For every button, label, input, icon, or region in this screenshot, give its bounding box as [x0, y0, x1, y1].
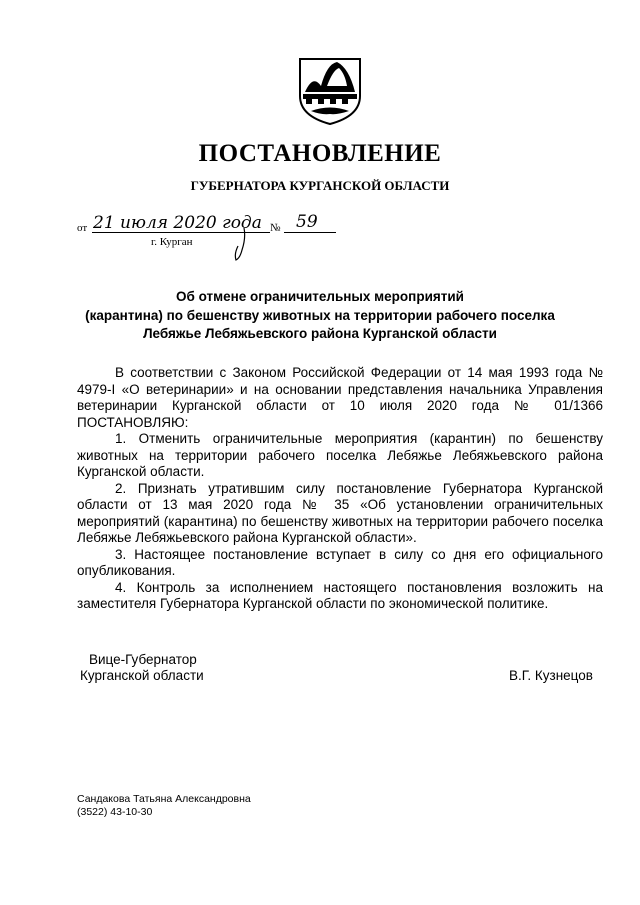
number-sign: № [270, 222, 281, 234]
document-subtitle: ГУБЕРНАТОРА КУРГАНСКОЙ ОБЛАСТИ [190, 178, 450, 193]
signature-name: В.Г. Кузнецов [509, 668, 593, 683]
paragraph-preamble: В соответствии с Законом Российской Федерации от 14 мая 1993 года № 4979-I «О ветеринарии» и на основании представления начальника Управления ветеринарии Курганской области от 10 июля 2020 года № 01/1366 ПОСТАНОВЛЯЮ: [77, 365, 603, 430]
document-heading [0, 288, 640, 344]
place: г. Курган [151, 236, 193, 248]
date-prefix: от [77, 222, 88, 234]
heading-line-3: Лебяжье Лебяжьевского района Курганской области [143, 326, 497, 341]
heading-line-1: Об отмене ограничительных мероприятий [176, 289, 464, 304]
paragraph-item-4: 4. Контроль за исполнением настоящего постановления возложить на заместителя Губернатора Курганской области по экономической политике. [77, 579, 603, 611]
number-underline [284, 232, 336, 233]
paragraph-item-2: 2. Признать утратившим силу постановление Губернатора Курганской области от 13 мая 2020 года № 35 «Об установлении ограничительных мероприятий (карантина) по бешенству животных на территории рабочего поселка Лебяжье Лебяжьевского района Курганской области». [77, 480, 603, 545]
document-body [77, 365, 603, 613]
date-value: 21 июля 2020 года [93, 213, 262, 233]
paragraph-item-1: 1. Отменить ограничительные мероприятия (карантин) по бешенству животных на территории рабочего поселка Лебяжье Лебяжьевского района Курганской области. [77, 431, 603, 479]
paragraph-item-3: 3. Настоящее постановление вступает в силу со дня его официального опубликования. [77, 546, 603, 578]
signature-position-line-2: Курганской области [80, 668, 204, 683]
document-title: ПОСТАНОВЛЕНИЕ [198, 140, 442, 167]
executor-name: Сандакова Татьяна Александровна [77, 793, 251, 805]
number-value: 59 [296, 212, 318, 232]
kurgan-coat-of-arms-icon [297, 56, 363, 126]
handwritten-stroke-icon [230, 226, 250, 262]
signature-position-line-1: Вице-Губернатор [89, 652, 197, 667]
heading-line-2: (карантина) по бешенству животных на территории рабочего поселка [85, 307, 555, 323]
executor-phone: (3522) 43-10-30 [77, 806, 153, 818]
